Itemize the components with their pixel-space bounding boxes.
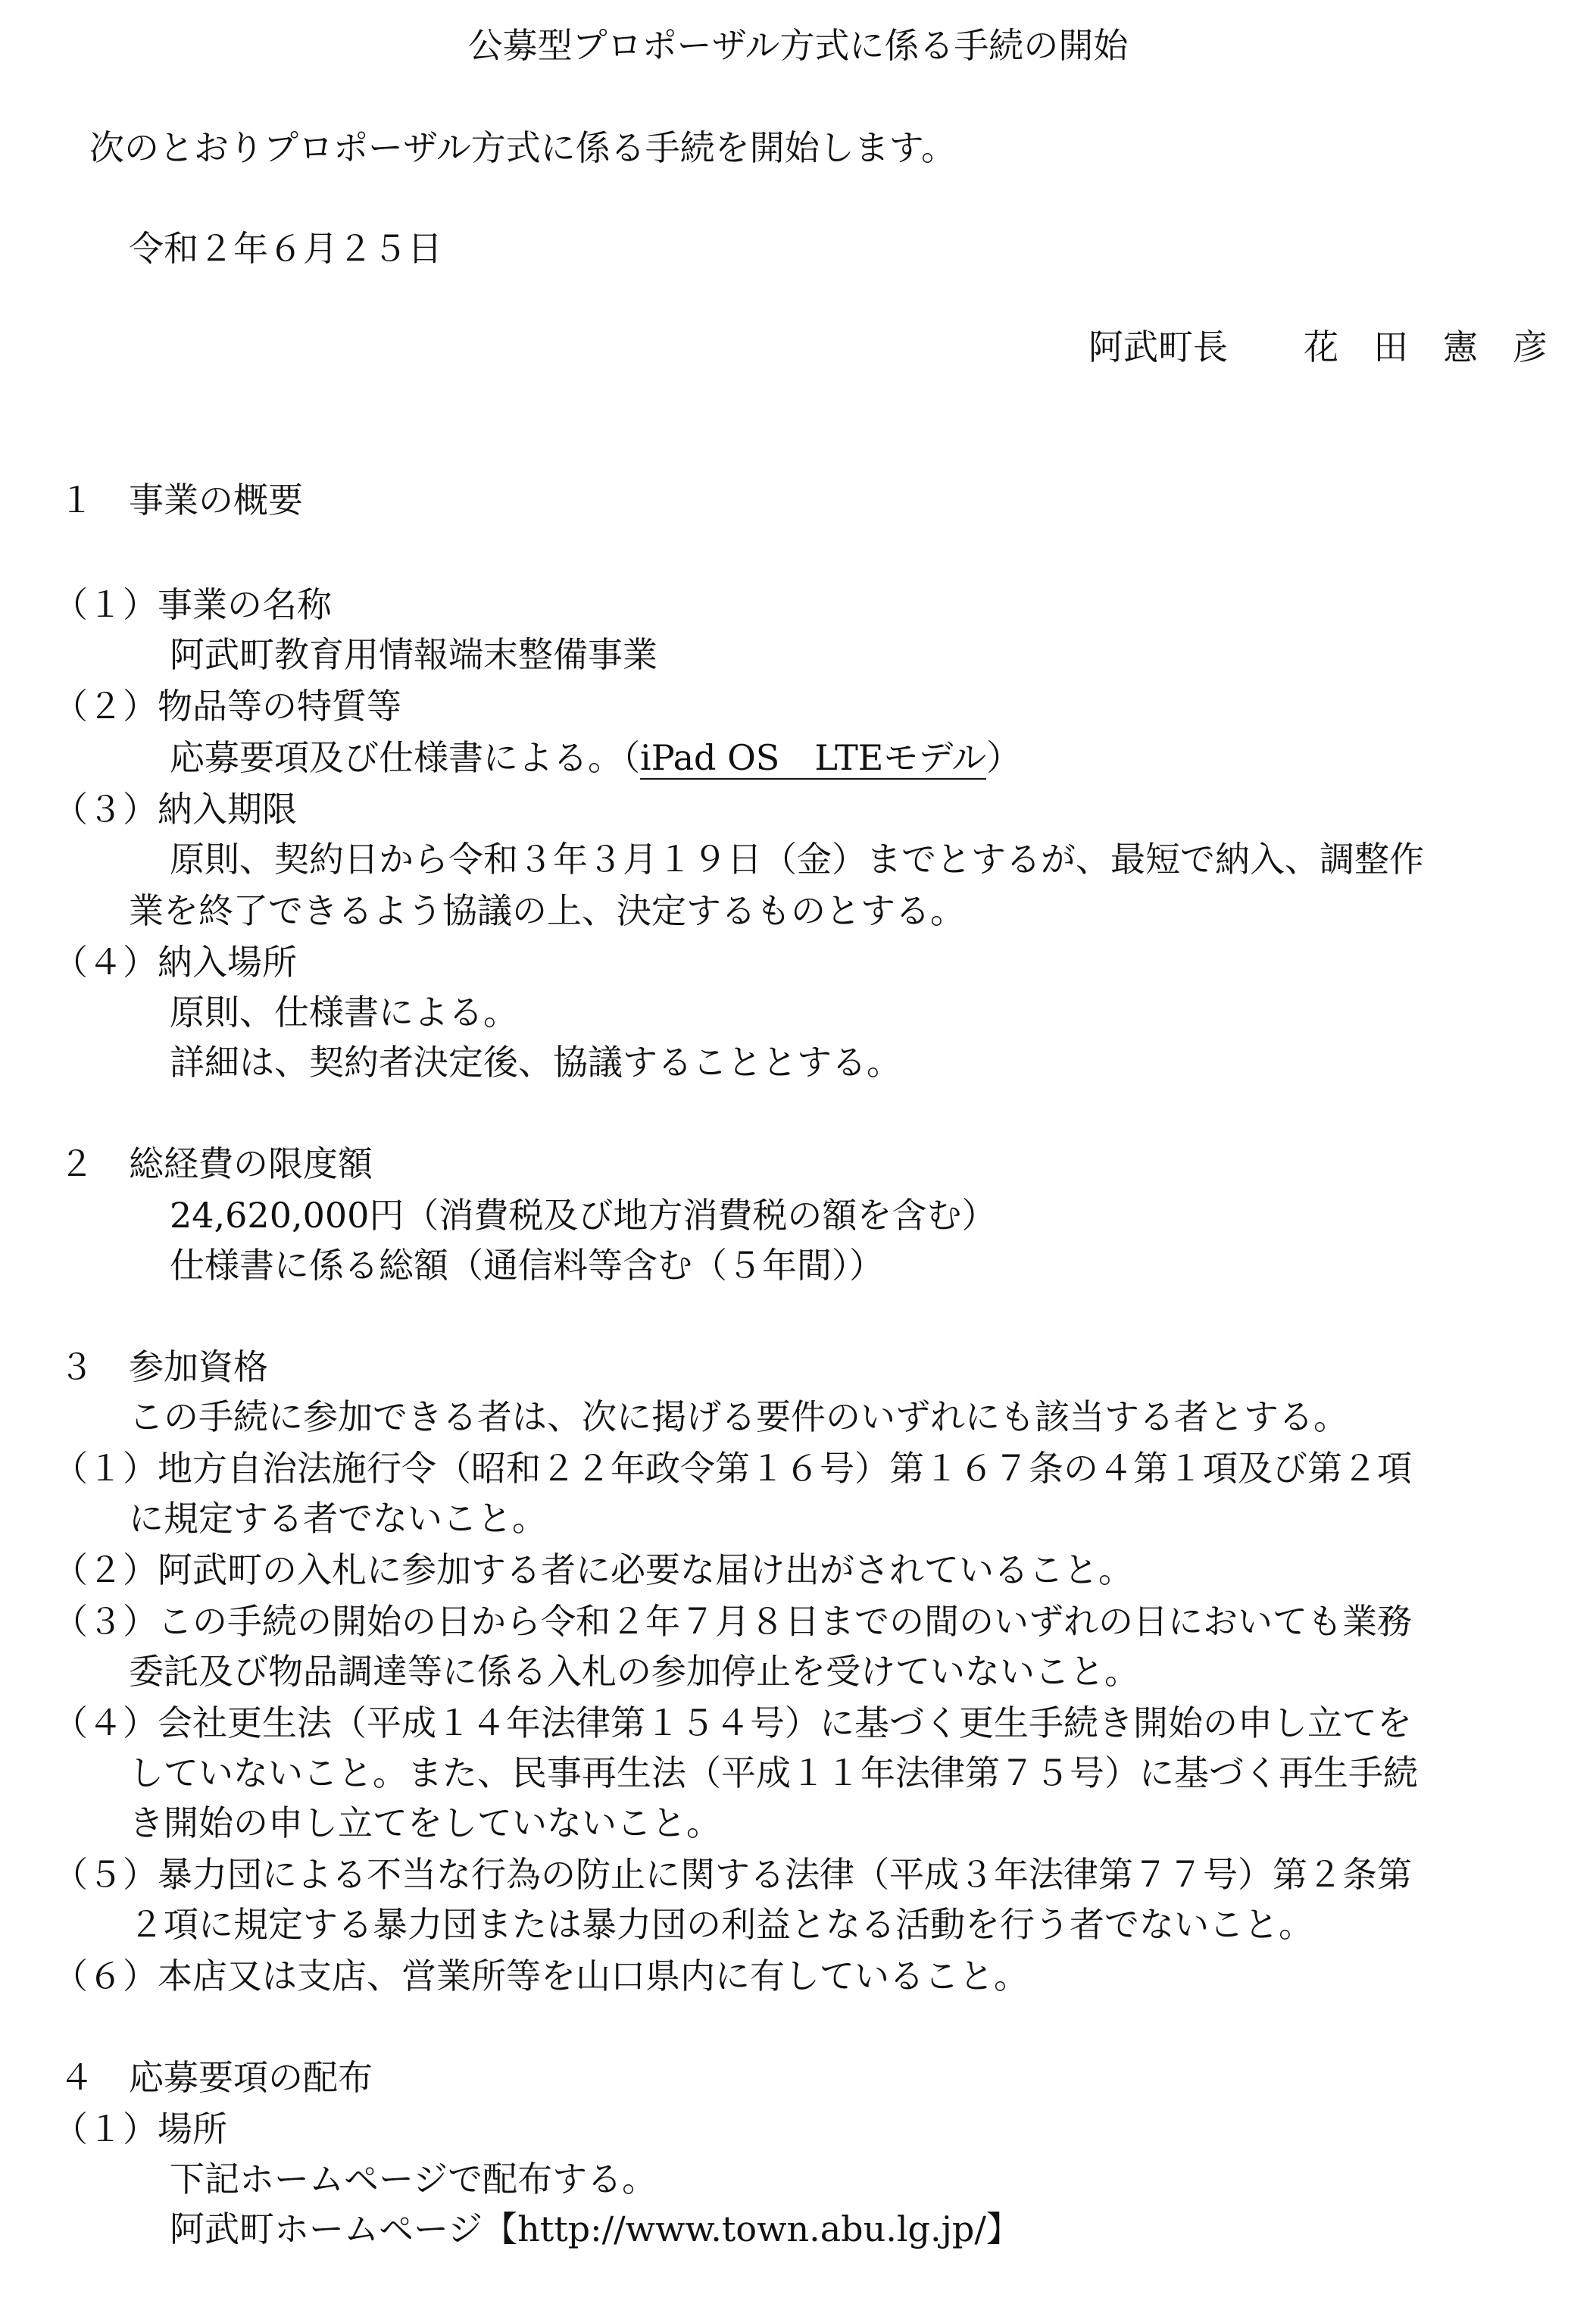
s4-item1-label: （１）場所 bbox=[53, 2109, 227, 2149]
document-title: 公募型プロポーザル方式に係る手続の開始 bbox=[467, 25, 1129, 66]
s3-item1-line2: に規定する者でないこと。 bbox=[129, 1498, 547, 1539]
s1-item1-text: 阿武町教育用情報端末整備事業 bbox=[170, 634, 657, 675]
signer-name: 花 田 憲 彦 bbox=[1304, 327, 1548, 367]
s3-item4-line1: （４）会社更生法（平成１４年法律第１５４号）に基づく更生手続き開始の申し立てを bbox=[53, 1702, 1412, 1743]
s3-item1-line1: （１）地方自治法施行令（昭和２２年政令第１６号）第１６７条の４第１項及び第２項 bbox=[53, 1448, 1412, 1489]
section-2-heading: ２ 総経費の限度額 bbox=[59, 1143, 373, 1184]
s2-text-2: 仕様書に係る総額（通信料等含む（５年間）） bbox=[170, 1245, 884, 1286]
intro-text: 次のとおりプロポーザル方式に係る手続を開始します。 bbox=[89, 127, 957, 168]
s4-text-2: 阿武町ホームページ【http://www.town.abu.lg.jp/】 bbox=[170, 2209, 1021, 2249]
s1-item2-text-a: 応募要項及び仕様書による。（ bbox=[170, 737, 640, 778]
signature bbox=[1088, 324, 1548, 370]
section-4-heading: ４ 応募要項の配布 bbox=[59, 2057, 373, 2098]
issue-date: 令和２年６月２５日 bbox=[129, 228, 442, 269]
s1-item3-text-1: 原則、契約日から令和３年３月１９日（金）までとするが、最短で納入、調整作 bbox=[170, 839, 1424, 880]
s3-item4-line2: していないこと。また、民事再生法（平成１１年法律第７５号）に基づく再生手続 bbox=[129, 1752, 1418, 1793]
s1-item2-underlined: iPad OS LTEモデル bbox=[640, 737, 987, 778]
s1-item4-text-2: 詳細は、契約者決定後、協議することとする。 bbox=[170, 1042, 901, 1083]
s3-item3-line2: 委託及び物品調達等に係る入札の参加停止を受けていないこと。 bbox=[129, 1651, 1139, 1692]
s3-item2: （２）阿武町の入札に参加する者に必要な届け出がされていること。 bbox=[53, 1549, 1133, 1590]
s1-item4-text-1: 原則、仕様書による。 bbox=[170, 992, 518, 1033]
section-1-heading: １ 事業の概要 bbox=[59, 480, 303, 521]
s3-intro: この手続に参加できる者は、次に掲げる要件のいずれにも該当する者とする。 bbox=[129, 1396, 1348, 1437]
s1-item2-text-b: ） bbox=[986, 737, 1022, 778]
s3-item6: （６）本店又は支店、営業所等を山口県内に有していること。 bbox=[53, 1955, 1029, 1996]
section-3-heading: ３ 参加資格 bbox=[59, 1346, 268, 1387]
s3-item4-line3: き開始の申し立てをしていないこと。 bbox=[129, 1802, 721, 1843]
s3-item5-line2: ２項に規定する暴力団または暴力団の利益となる活動を行う者でないこと。 bbox=[129, 1904, 1313, 1945]
s1-item3-text-2: 業を終了できるよう協議の上、決定するものとする。 bbox=[129, 890, 965, 931]
s3-item3-line1: （３）この手続の開始の日から令和２年７月８日までの間のいずれの日においても業務 bbox=[53, 1601, 1412, 1642]
s2-text-1: 24,620,000円（消費税及び地方消費税の額を含む） bbox=[170, 1195, 997, 1236]
s1-item2-label: （２）物品等の特質等 bbox=[53, 686, 401, 727]
s1-item4-label: （４）納入場所 bbox=[53, 942, 297, 983]
s1-item1-label: （１）事業の名称 bbox=[53, 584, 332, 625]
s1-item2-text bbox=[170, 735, 1021, 780]
s1-item3-label: （３）納入期限 bbox=[53, 789, 297, 830]
signer-office: 阿武町長 bbox=[1088, 327, 1228, 367]
s4-text-1: 下記ホームページで配布する。 bbox=[170, 2159, 657, 2199]
s3-item5-line1: （５）暴力団による不当な行為の防止に関する法律（平成３年法律第７７号）第２条第 bbox=[53, 1854, 1412, 1895]
